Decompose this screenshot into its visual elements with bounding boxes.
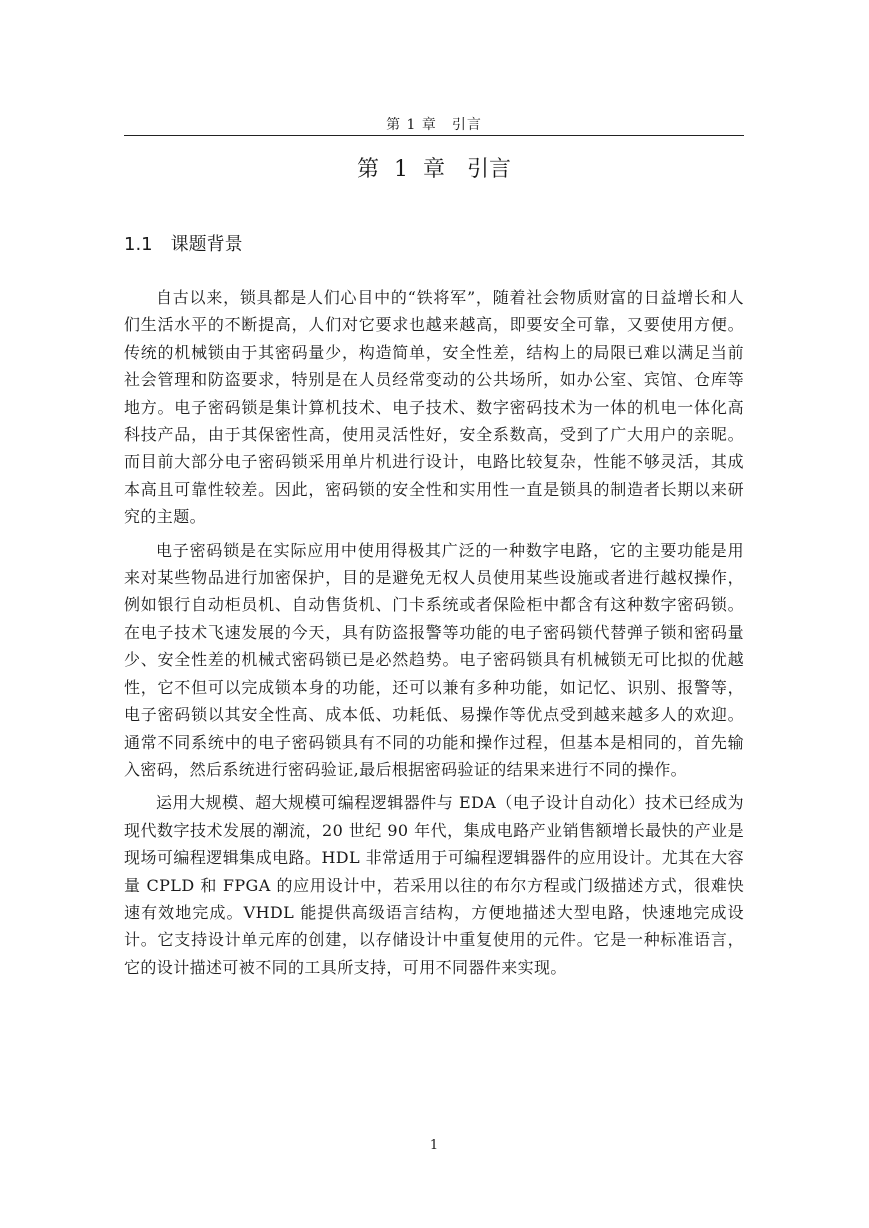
- header-rule: [124, 135, 744, 136]
- page-number: 1: [429, 1138, 439, 1153]
- body-text: [124, 284, 744, 987]
- paragraph-3: 运用大规模、超大规模可编程逻辑器件与 EDA（电子设计自动化）技术已经成为现代数字技术发展的潮流，20 世纪 90 年代，集成电路产业销售额增长最快的产业是现场可编程逻辑集成电路。HDL 非常适用于可编程逻辑器件的应用设计。尤其在大容量 CPLD 和 FPGA 的应用设计中，若采用以往的布尔方程或门级描述方式，很难快速有效地完成。VHDL 能提供高级语言结构，方便地描述大型电路，快速地完成设计。它支持设计单元库的创建，以存储设计中重复使用的元件。它是一种标准语言，它的设计描述可被不同的工具所支持，可用不同器件来实现。: [124, 793, 744, 977]
- section-title: 1.1 课题背景: [124, 234, 243, 255]
- paragraph-1: 自古以来，锁具都是人们心目中的“铁将军”，随着社会物质财富的日益增长和人们生活水平的不断提高，人们对它要求也越来越高，即要安全可靠，又要使用方便。传统的机械锁由于其密码量少，构造简单，安全性差，结构上的局限已难以满足当前社会管理和防盗要求，特别是在人员经常变动的公共场所，如办公室、宾馆、仓库等地方。电子密码锁是集计算机技术、电子技术、数字密码技术为一体的机电一体化高科技产品，由于其保密性高，使用灵活性好，安全系数高，受到了广大用户的亲昵。而目前大部分电子密码锁采用单片机进行设计，电路比较复杂，性能不够灵活，其成本高且可靠性较差。因此，密码锁的安全性和实用性一直是锁具的制造者长期以来研究的主题。: [124, 288, 744, 527]
- running-header: 第 1 章 引言: [386, 117, 482, 133]
- paragraph-2: 电子密码锁是在实际应用中使用得极其广泛的一种数字电路，它的主要功能是用来对某些物品进行加密保护，目的是避免无权人员使用某些设施或者进行越权操作，例如银行自动柜员机、自动售货机、门卡系统或者保险柜中都含有这种数字密码锁。在电子技术飞速发展的今天，具有防盗报警等功能的电子密码锁代替弹子锁和密码量少、安全性差的机械式密码锁已是必然趋势。电子密码锁具有机械锁无可比拟的优越性，它不但可以完成锁本身的功能，还可以兼有多种功能，如记忆、识别、报警等，电子密码锁以其安全性高、成本低、功耗低、易操作等优点受到越来越多人的欢迎。通常不同系统中的电子密码锁具有不同的功能和操作过程，但基本是相同的，首先输入密码，然后系统进行密码验证,最后根据密码验证的结果来进行不同的操作。: [124, 540, 744, 779]
- chapter-title: 第 1 章 引言: [357, 157, 511, 182]
